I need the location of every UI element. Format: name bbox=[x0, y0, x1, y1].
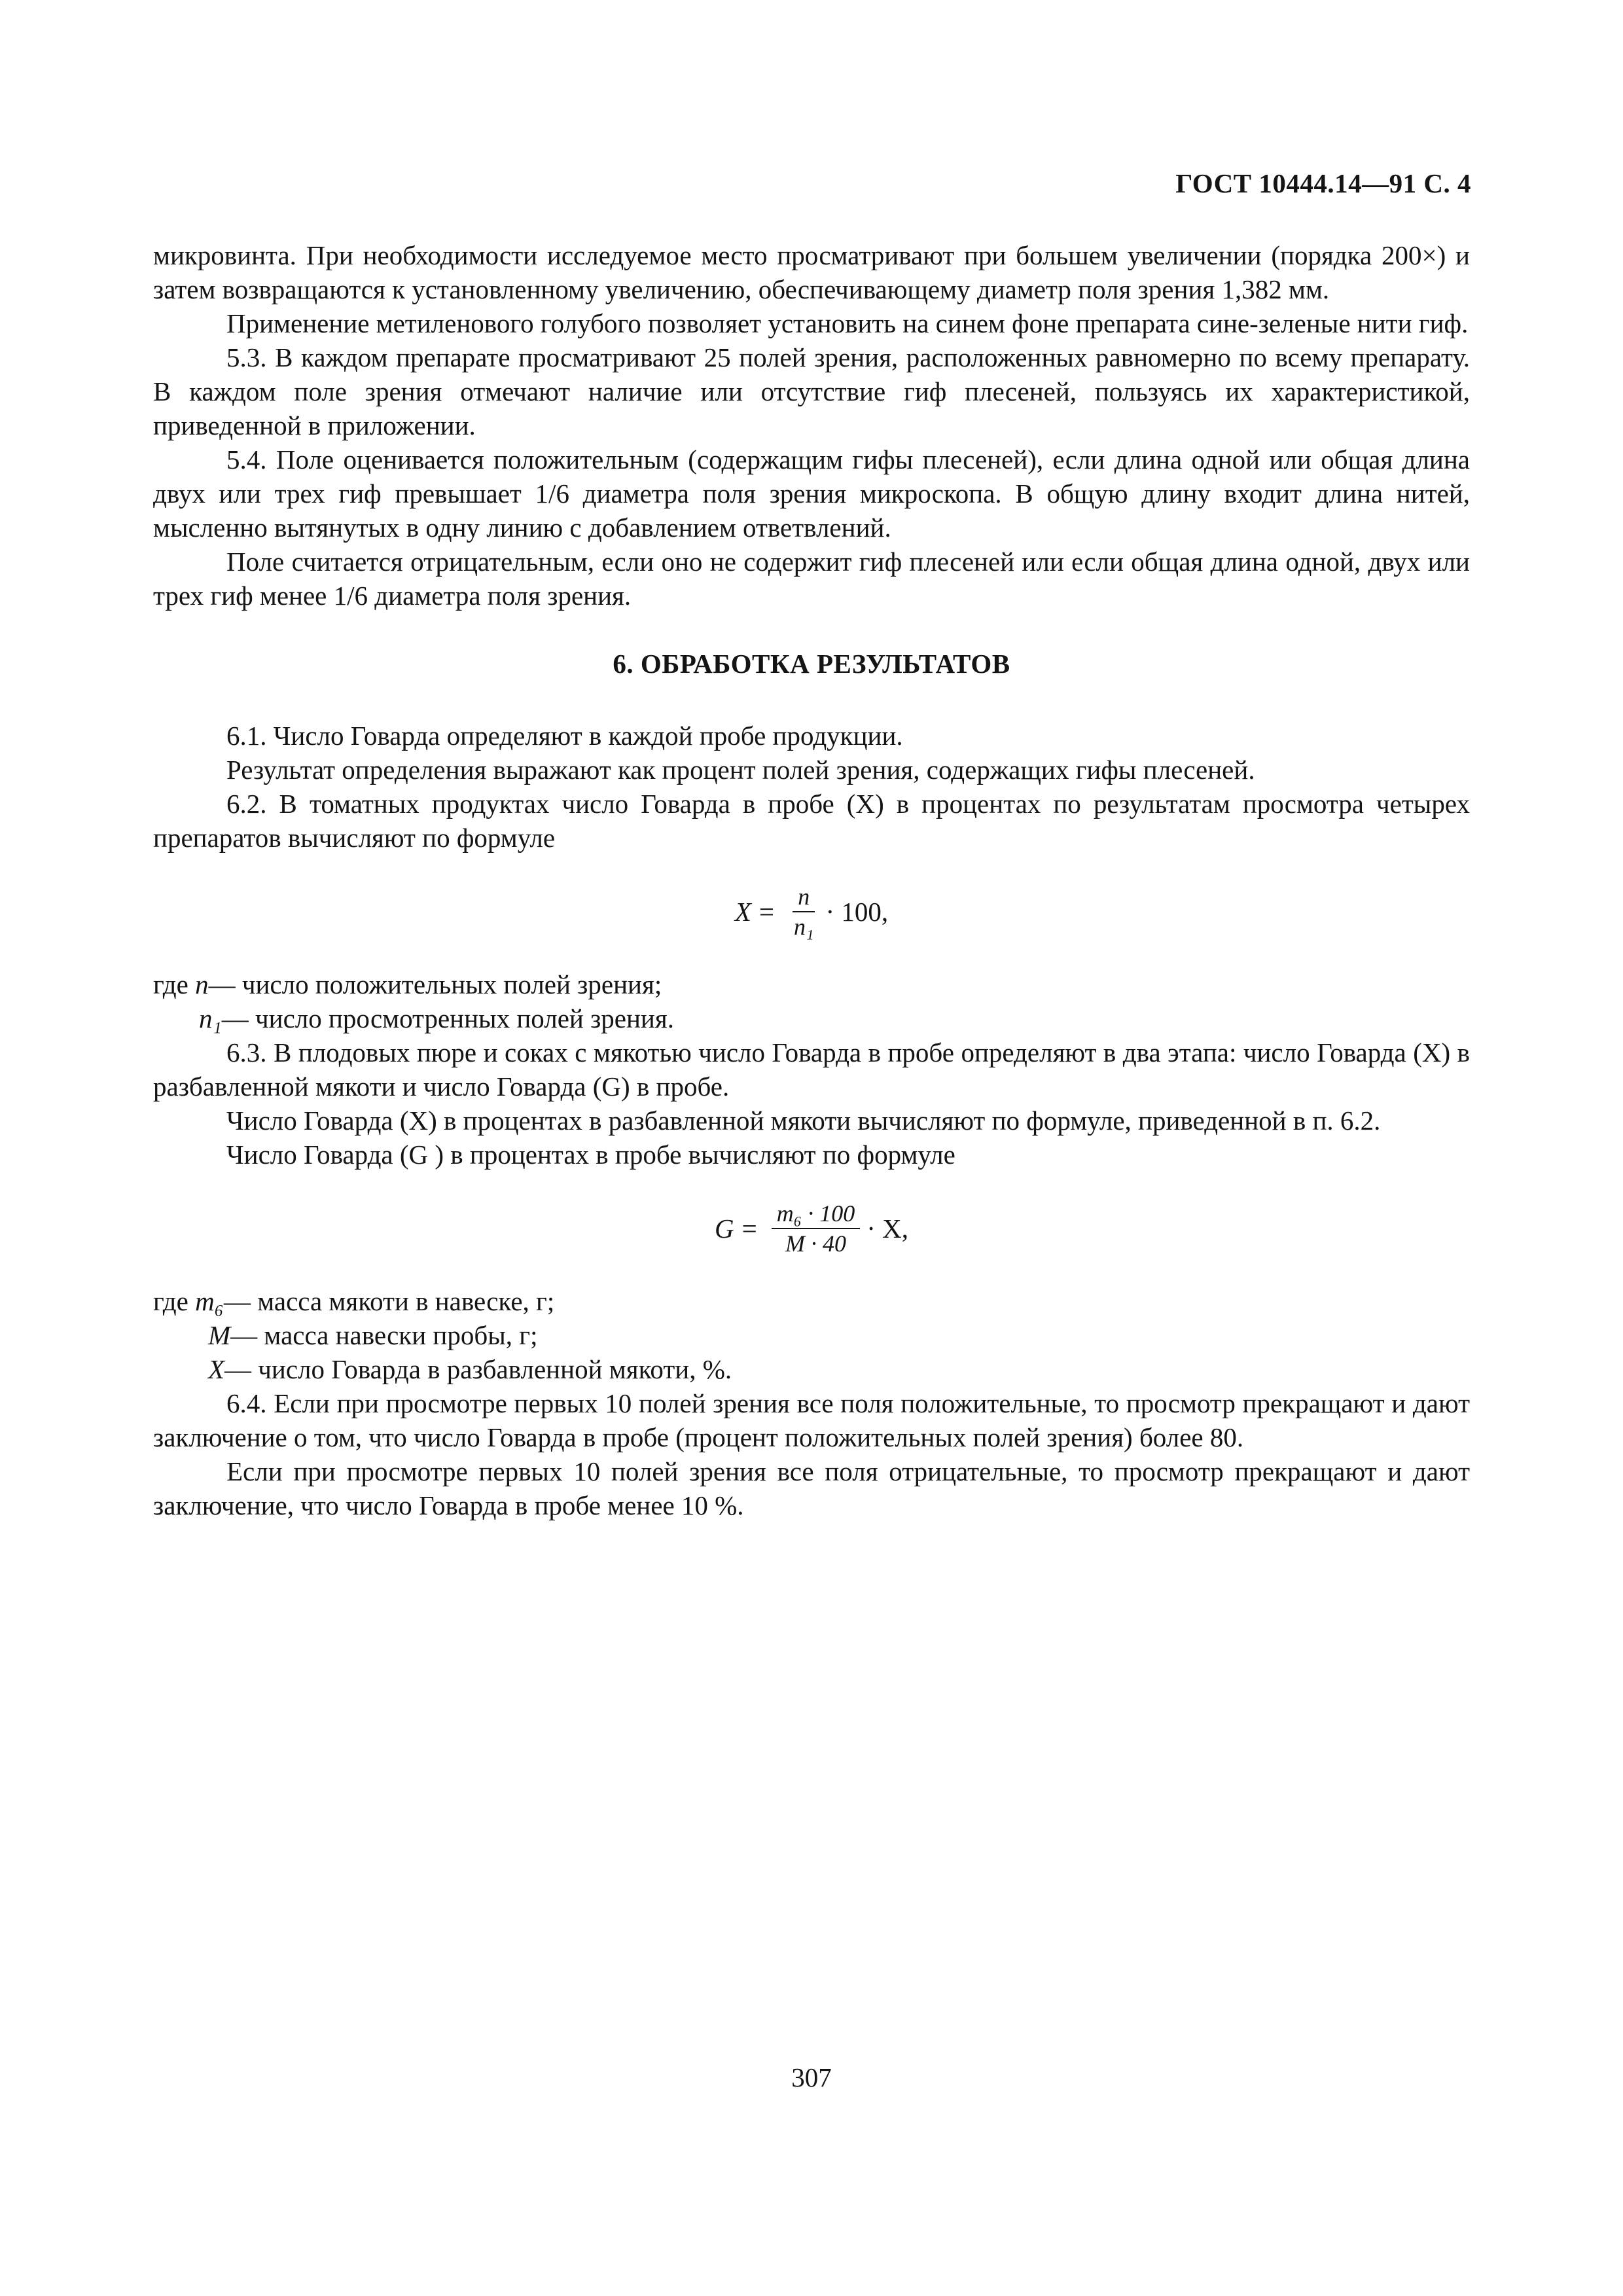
legend-symbol: n₁ bbox=[199, 1003, 222, 1033]
paragraph: 5.3. В каждом препарате просматривают 25 полей зрения, расположенных равномерно по всему препарату. В каждом поле зрения отмечают наличие или отсутствие гиф плесеней, пользуясь их характеристикой, приведенной в приложении. bbox=[153, 342, 1470, 440]
formula-rest: · X bbox=[866, 1213, 902, 1244]
paragraph: Применение метиленового голубого позволяет установить на синем фоне препарата сине-зеленые нити гиф. bbox=[226, 308, 1469, 338]
section-heading: 6. ОБРАБОТКА РЕЗУЛЬТАТОВ bbox=[613, 649, 1010, 679]
formula-eq: = bbox=[741, 1213, 757, 1244]
formula-lhs: G bbox=[714, 1213, 734, 1244]
legend-lead: где bbox=[153, 969, 196, 999]
paragraph: 6.1. Число Говарда определяют в каждой пробе продукции. bbox=[226, 721, 903, 751]
legend-line bbox=[153, 1352, 1470, 1386]
paragraph: 5.4. Поле оценивается положительным (содержащим гифы плесеней), если длина одной или общая длина двух или трех гиф превышает 1/6 диаметра поля зрения микроскопа. В общую длину входит длина нитей, мысленно вытянутых в одну линию с добавлением ответвлений. bbox=[153, 444, 1470, 543]
legend-text: — число Говарда в разбавленной мякоти, %. bbox=[224, 1354, 732, 1384]
legend-line bbox=[153, 1284, 1470, 1318]
page-number: 307 bbox=[791, 2062, 832, 2092]
formula-denominator: n₁ bbox=[794, 914, 814, 940]
formula-tail: , bbox=[881, 897, 889, 927]
paragraph: 6.2. В томатных продуктах число Говарда в пробе (X) в процентах по результатам просмотра четырех препаратов вычисляют по формуле bbox=[153, 789, 1470, 853]
formula-tail: , bbox=[901, 1213, 908, 1244]
page-body bbox=[153, 238, 1470, 1522]
legend-text: — число положительных полей зрения; bbox=[208, 969, 662, 999]
paragraph: Число Говарда (G ) в процентах в пробе вычисляют по формуле bbox=[226, 1139, 955, 1170]
paragraph: Поле считается отрицательным, если оно не содержит гиф плесеней или если общая длина одной, двух или трех гиф менее 1/6 диаметра поля зрения. bbox=[153, 547, 1470, 611]
formula-lhs: X bbox=[734, 897, 751, 927]
paragraph: 6.4. Если при просмотре первых 10 полей зрения все поля положительные, то просмотр прекращают и дают заключение о том, что число Говарда в пробе (процент положительных полей зрения) более 80. bbox=[153, 1388, 1470, 1452]
formula-numerator: n bbox=[793, 882, 815, 912]
legend-symbol: X bbox=[208, 1354, 225, 1384]
page-header: ГОСТ 10444.14—91 С. 4 bbox=[1175, 168, 1471, 198]
formula-numerator: m₆ · 100 bbox=[772, 1199, 861, 1229]
legend-text: — масса навески пробы, г; bbox=[230, 1320, 538, 1350]
formula-denominator: M · 40 bbox=[785, 1230, 846, 1257]
legend-text: — число просмотренных полей зрения. bbox=[221, 1003, 674, 1033]
formula-g bbox=[153, 1199, 1470, 1258]
legend-symbol: M bbox=[208, 1320, 231, 1350]
paragraph: Число Говарда (X) в процентах в разбавленной мякоти вычисляют по формуле, приведенной в п. 6.2. bbox=[226, 1105, 1381, 1136]
legend-line bbox=[153, 1318, 1470, 1352]
formula-fraction bbox=[772, 1199, 861, 1258]
paragraph: Результат определения выражают как процент полей зрения, содержащих гифы плесеней. bbox=[226, 755, 1255, 785]
paragraph: микровинта. При необходимости исследуемое место просматривают при большем увеличении (порядка 200×) и затем возвращаются к установленному увеличению, обеспечивающему диаметр поля зрения 1,382 мм. bbox=[153, 240, 1470, 304]
legend-line bbox=[153, 1001, 1470, 1035]
legend-symbol: n bbox=[195, 969, 209, 999]
paragraph: 6.3. В плодовых пюре и соках с мякотью число Говарда в пробе определяют в два этапа: число Говарда (X) в разбавленной мякоти и число Говарда (G) в пробе. bbox=[153, 1037, 1470, 1102]
formula-rest: · 100 bbox=[825, 897, 882, 927]
legend-text: — масса мякоти в навеске, г; bbox=[223, 1286, 555, 1316]
legend-symbol: m₆ bbox=[195, 1286, 224, 1316]
paragraph: Если при просмотре первых 10 полей зрения все поля отрицательные, то просмотр прекращают и дают заключение, что число Говарда в пробе менее 10 %. bbox=[153, 1456, 1470, 1520]
legend-line bbox=[153, 967, 1470, 1001]
formula-eq: = bbox=[758, 897, 774, 927]
legend-lead: где bbox=[153, 1286, 196, 1316]
formula-x bbox=[153, 882, 1470, 941]
formula-fraction bbox=[789, 882, 819, 941]
